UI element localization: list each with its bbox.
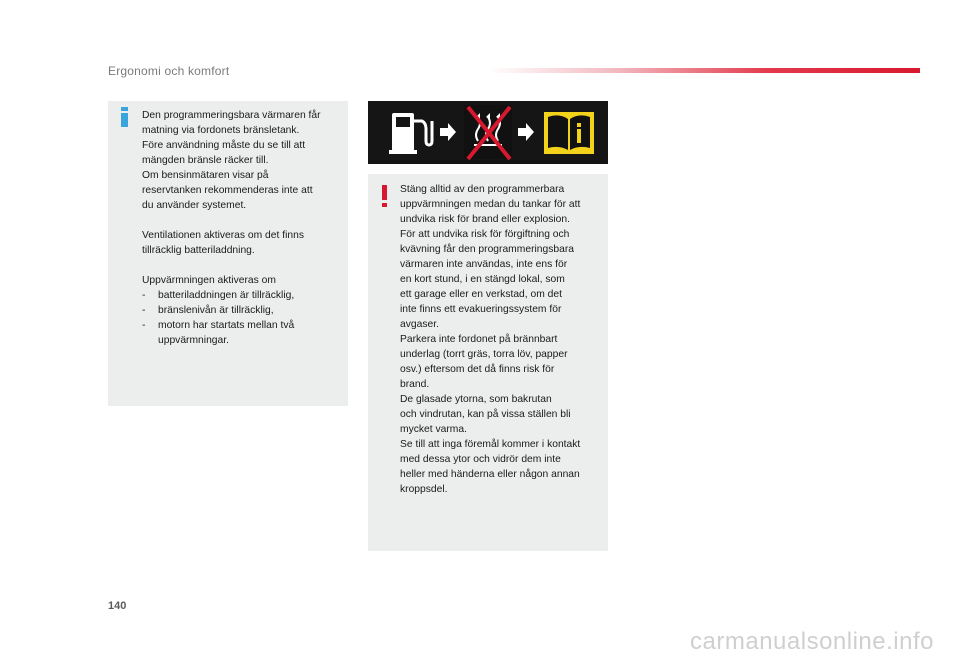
warning-text: Stäng alltid av den programmerbara uppvärmningen medan du tankar för att undvika risk för brand eller explosion. För att undvika risk för förgiftning och kvävning får den programmeringsbara värmaren inte användas, inte ens för en kort stund, i en stängd lokal, som ett garage eller en verkstad, om det inte finns ett evakueringssystem för avgaser. Parkera inte fordonet på brännbart underlag (torrt gräs, torra löv, papper osv.) eftersom det då finns risk för brand. De glasade ytorna, som bakrutan och vindrutan, kan på vissa ställen bli mycket varma. Se till att inga föremål kommer i kontakt med dessa ytor och vidrör dem inte heller med händerna eller någon annan kroppsdel. [400, 184, 581, 495]
info-paragraph: Uppvärmningen aktiveras om [142, 275, 276, 286]
header-accent-bar [488, 68, 920, 73]
info-text [142, 108, 342, 348]
manual-book-icon [544, 112, 594, 154]
heater-crossed-icon [464, 105, 512, 159]
list-item: - batteriladdningen är tillräcklig, [142, 288, 342, 303]
condition-list [142, 288, 342, 348]
info-paragraph: Ventilationen aktiveras om det finns tillräcklig batteriladdning. [142, 230, 304, 256]
arrow-right-icon [518, 123, 534, 141]
watermark: carmanualsonline.info [690, 628, 934, 655]
info-icon [120, 107, 130, 129]
arrow-right-icon [440, 123, 456, 141]
page-number: 140 [108, 600, 127, 612]
fuel-pump-icon [389, 113, 432, 154]
warning-icon [382, 185, 388, 207]
page-header-title: Ergonomi och komfort [108, 64, 230, 78]
pictogram-panel [368, 101, 608, 164]
warning-box [368, 174, 608, 551]
list-item: - motorn har startats mellan två uppvärmningar. [142, 318, 342, 348]
list-item: - bränslenivån är tillräcklig, [142, 303, 342, 318]
info-paragraph: Den programmeringsbara värmaren får matning via fordonets bränsletank. Före användning måste du se till att mängden bränsle räcker till. Om bensinmätaren visar på reservtanken rekommenderas inte att du använder systemet. [142, 110, 321, 211]
info-box [108, 101, 348, 406]
